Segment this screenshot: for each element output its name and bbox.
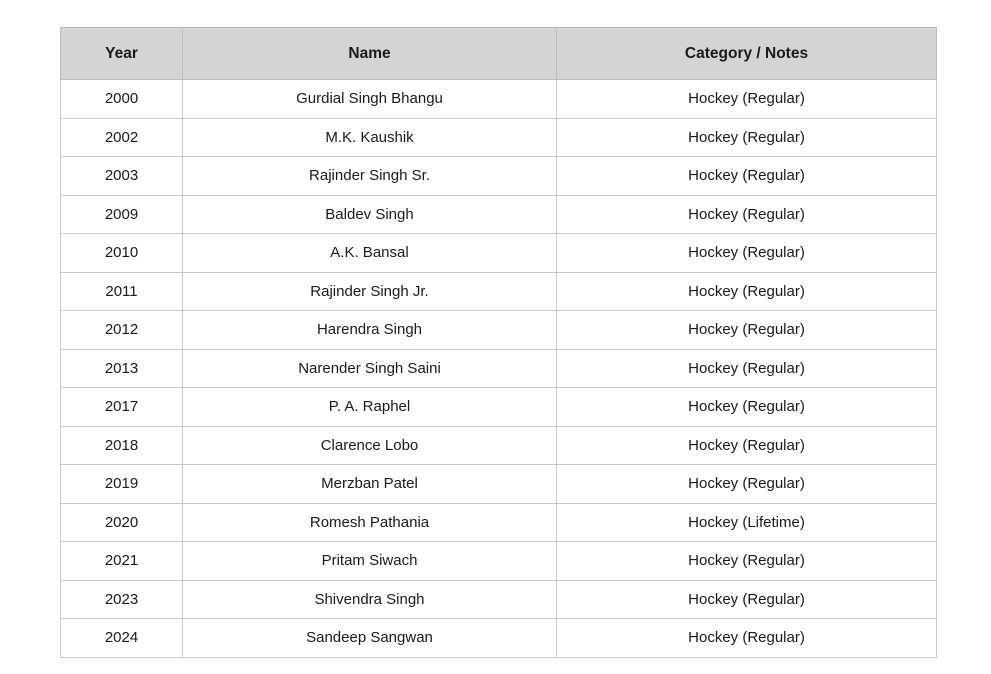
cell-category: Hockey (Regular) xyxy=(557,195,937,234)
cell-category: Hockey (Regular) xyxy=(557,465,937,504)
cell-name: Romesh Pathania xyxy=(183,503,557,542)
cell-name: Gurdial Singh Bhangu xyxy=(183,80,557,119)
cell-year: 2024 xyxy=(61,619,183,658)
cell-name: Narender Singh Saini xyxy=(183,349,557,388)
cell-year: 2011 xyxy=(61,272,183,311)
cell-category: Hockey (Regular) xyxy=(557,426,937,465)
table-row xyxy=(61,349,937,388)
table-row xyxy=(61,542,937,581)
table-header xyxy=(61,28,937,80)
table-body xyxy=(61,80,937,658)
table-row xyxy=(61,465,937,504)
table-row xyxy=(61,426,937,465)
table-row xyxy=(61,388,937,427)
cell-category: Hockey (Regular) xyxy=(557,157,937,196)
cell-year: 2000 xyxy=(61,80,183,119)
cell-category: Hockey (Regular) xyxy=(557,619,937,658)
cell-year: 2019 xyxy=(61,465,183,504)
cell-year: 2002 xyxy=(61,118,183,157)
table-row xyxy=(61,580,937,619)
table-row xyxy=(61,503,937,542)
table-row xyxy=(61,195,937,234)
table-row xyxy=(61,272,937,311)
awards-table xyxy=(60,27,937,658)
table-row xyxy=(61,619,937,658)
cell-year: 2017 xyxy=(61,388,183,427)
cell-category: Hockey (Regular) xyxy=(557,234,937,273)
cell-name: P. A. Raphel xyxy=(183,388,557,427)
column-header-category: Category / Notes xyxy=(557,28,937,80)
table-row xyxy=(61,80,937,119)
cell-year: 2012 xyxy=(61,311,183,350)
cell-name: Pritam Siwach xyxy=(183,542,557,581)
cell-name: Sandeep Sangwan xyxy=(183,619,557,658)
cell-name: Clarence Lobo xyxy=(183,426,557,465)
cell-name: Baldev Singh xyxy=(183,195,557,234)
cell-name: A.K. Bansal xyxy=(183,234,557,273)
cell-year: 2021 xyxy=(61,542,183,581)
table-row xyxy=(61,311,937,350)
cell-category: Hockey (Lifetime) xyxy=(557,503,937,542)
cell-category: Hockey (Regular) xyxy=(557,272,937,311)
cell-year: 2023 xyxy=(61,580,183,619)
awards-table-container xyxy=(60,27,936,658)
cell-year: 2013 xyxy=(61,349,183,388)
cell-year: 2010 xyxy=(61,234,183,273)
cell-name: Shivendra Singh xyxy=(183,580,557,619)
table-row xyxy=(61,234,937,273)
cell-year: 2020 xyxy=(61,503,183,542)
cell-name: M.K. Kaushik xyxy=(183,118,557,157)
table-row xyxy=(61,157,937,196)
cell-category: Hockey (Regular) xyxy=(557,388,937,427)
cell-name: Rajinder Singh Jr. xyxy=(183,272,557,311)
cell-category: Hockey (Regular) xyxy=(557,118,937,157)
cell-year: 2018 xyxy=(61,426,183,465)
cell-name: Harendra Singh xyxy=(183,311,557,350)
cell-year: 2009 xyxy=(61,195,183,234)
cell-category: Hockey (Regular) xyxy=(557,311,937,350)
table-header-row xyxy=(61,28,937,80)
cell-category: Hockey (Regular) xyxy=(557,542,937,581)
table-row xyxy=(61,118,937,157)
cell-category: Hockey (Regular) xyxy=(557,80,937,119)
cell-category: Hockey (Regular) xyxy=(557,349,937,388)
cell-name: Rajinder Singh Sr. xyxy=(183,157,557,196)
cell-category: Hockey (Regular) xyxy=(557,580,937,619)
column-header-year: Year xyxy=(61,28,183,80)
cell-name: Merzban Patel xyxy=(183,465,557,504)
cell-year: 2003 xyxy=(61,157,183,196)
column-header-name: Name xyxy=(183,28,557,80)
